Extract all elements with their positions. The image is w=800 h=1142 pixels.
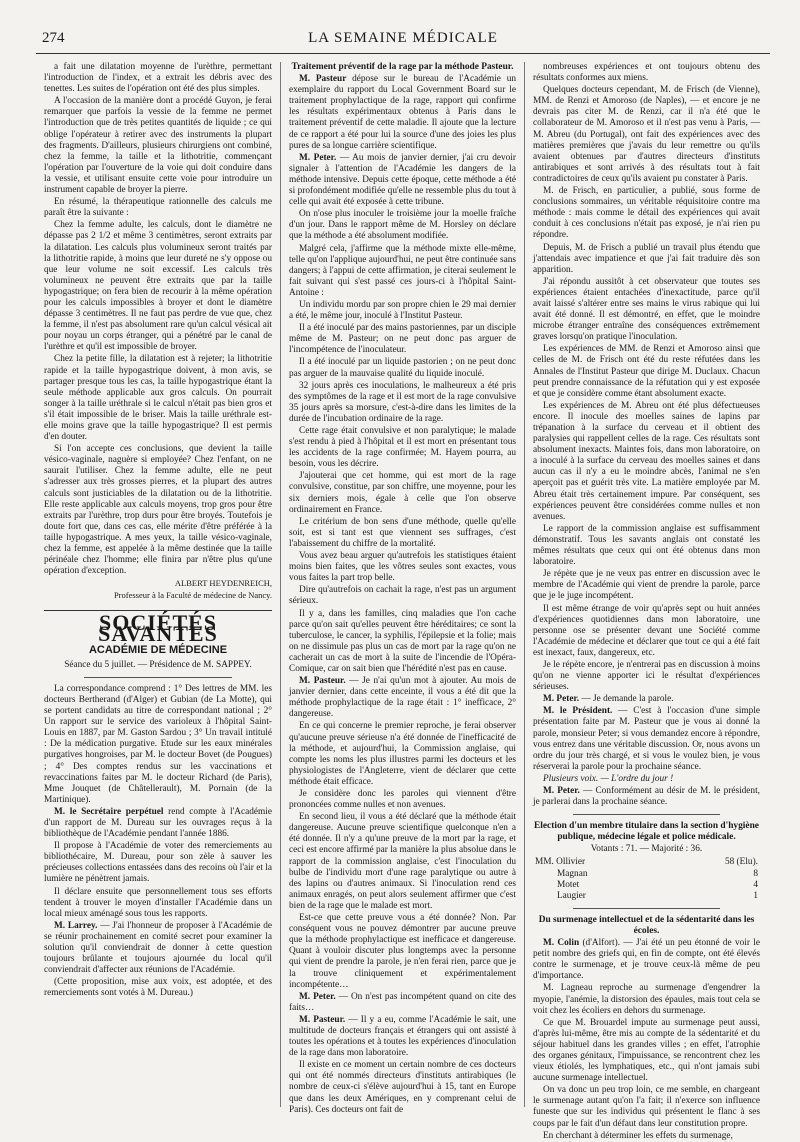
paragraph: Depuis, M. de Frisch a publié un travail plus étendu que j'attendais avec impatience et que j'ai fait traduire dès son apparition.	[533, 242, 760, 275]
seance-line: Séance du 5 juillet. — Présidence de M. SAPPEY.	[64, 659, 252, 670]
divider	[573, 814, 720, 815]
paragraph: J'ai répondu aussitôt à cet observateur que toutes ses expériences étaient entachées d'inexactitude, parce qu'il avait laissé s'altérer entre ses mains le virus rabique qui lui avait été donné. Il est démontré, en effet, que le moindre microbe étranger entraîne des conséquences extrêmement graves lorsqu'on pratique l'inoculation.	[533, 276, 760, 343]
paragraph: 32 jours après ces inoculations, le malheureux a été pris des symptômes de la rage et il est mort de la rage convulsive 35 jours après sa morsure, c'est-à-dire dans les limites de la durée de l'incubation ordinaire de la rage.	[289, 380, 516, 424]
page-number: 274	[42, 30, 65, 46]
author-title: Professeur à la Faculté de médecine de Nancy.	[113, 590, 272, 601]
paragraph: M. Colin (d'Alfort). — J'ai été un peu étonné de voir le petit nombre des griefs qui, en fin de compte, ont été élevés contre le surmenage, et je trouve ceux-là même de peu d'importance.	[533, 938, 761, 982]
paragraph: Il propose à l'Académie de voter des remerciements au bibliothécaire, M. Dureau, pour son zèle à sauver les précieuses collections entassées dans des recoins où l'air et la lumière ne pénètrent jamais.	[44, 841, 272, 885]
paragraph: Est-ce que cette preuve vous a été donnée? Non. Par conséquent vous ne pouvez démontrer par aucune preuve que la méthode prophylactique est inefficace et dangereuse. Quant à vouloir discuter plus longtemps avec la personne qui vient de prendre la parole, je n'en ferai rien, parce que je la trouve cliniquement et expérimentalement incompétente…	[289, 913, 516, 990]
section-title: SOCIÉTÉS SAVANTES	[44, 610, 272, 639]
paragraph: Si l'on accepte ces conclusions, que devient la taille vésico-vaginale, naguère si employée? Chez l'enfant, on ne saurait l'utiliser. Chez la femme adulte, elle ne peut s'adresser aux très grosses pierres, et la plupart des autres calculs sont justiciables de la dilatation ou de la lithotritie. Elle reste applicable aux calculs moyens, trop gros pour être extraits par l'urèthre, trop durs pour être broyés. Toutefois je doute fort que, dans ces cas, elle mérite d'être préférée à la taille hypogastrique. A mes yeux, la taille vésico-vaginale, chez la femme, est appelée à la même destinée que la taille périnéale chez l'homme; elle finira par n'être plus qu'une opération d'exception.	[44, 444, 272, 577]
paragraph: Chez la femme adulte, les calculs, dont le diamètre ne dépasse pas 2 1/2 et même 3 centimètres, seront extraits par la dilatation. Les calculs plus volumineux seront traités par la lithotritie rapide, à moins que leur dureté ne s'y oppose ou que leur volume ne soit excessif. Les calculs très volumineux ne peuvent être extraits que par la taille hypogastrique; on fera bien de recourir à la même opération pour les calculs impossibles à broyer et dont le diamètre dépasse 3 centimètres. Il ne faut pas perdre de vue que, chez la femme, il n'est pas absolument rare qu'un calcul vésical ait pour noyau un corps étranger, qui a pénétré par le canal de l'urèthre et qu'il est impossible de broyer.	[44, 220, 272, 353]
paragraph: La correspondance comprend : 1° Des lettres de MM. les docteurs Bertherand (d'Alger) et Gubian (de La Motte), qui se portent candidats au titre de correspondant national ; 2° Un rapport sur le service des varioleux à l'hôpital Saint-Louis en 1887, par M. Gaston Sardou ; 3° Un travail intitulé : De la médication purgative. Etude sur les eaux minérales purgatives hongroises, par M. le docteur Bovet (de Pougues) ; 4° Des comptes rendus sur les vaccinations et revaccinations faites par M. le docteur Richard (de Paris), Mme Jouquet (de Châtellerault), M. Pornain (de la Martinique).	[44, 683, 272, 805]
speaker-name: M. Pasteur	[299, 74, 347, 85]
paragraph: J'ajouterai que cet homme, qui est mort de la rage convulsive, constitue, par son chiffre, une moyenne, pour les six derniers mois, égale à celle que l'on observe ordinairement en France.	[289, 471, 516, 515]
paragraph: M. le Secrétaire perpétuel rend compte à l'Académie d'un rapport de M. Dureau sur les ouvrages reçus à la bibliothèque de l'Académie pendant l'année 1886.	[44, 806, 272, 840]
paragraph: M. Peter. — On n'est pas incompétent quand on cite des faits…	[289, 991, 516, 1013]
paragraph: Cette rage était convulsive et non paralytique; le malade s'est rendu à pied à l'hôpital et il est mort en présentant tous les accidents de la rage confirmée; M. Hayem pourra, au besoin, vous les décrire.	[289, 426, 516, 470]
subsection-title: ACADÉMIE DE MÉDECINE	[88, 643, 228, 656]
paragraph: Quelques docteurs cependant, M. de Frisch (de Vienne), MM. de Renzi et Amoroso (de Naples), — et encore je ne devrais pas citer M. de Renzi, car il n'a été que le collaborateur de M. Amoroso et il n'est pas venu à Paris, — M. Abreu (du Portugal), ont fait des expériences avec des matières premières que j'avais du leur remettre ou qu'ils avaient obtenues par d'autres directeurs d'instituts antirabiques et sont arrivés à des résultats tout à fait contradictoires de ceux qu'ils avaient pu constater à Paris.	[533, 85, 760, 184]
paragraph: M. Lagneau reproche au surmenage d'engendrer la myopie, l'anémie, la distorsion des épaules, mais tout cela se voit chez les écoliers en dehors du surmenage.	[533, 983, 760, 1016]
paragraph: En cherchant à déterminer les effets du surmenage,	[543, 1130, 733, 1141]
speaker-name: M. Larrey.	[54, 920, 98, 931]
paragraph: a fait une dilatation moyenne de l'urèthre, permettant l'introduction de l'index, et a extrait les débris avec des tenettes. Les suites de l'opération ont été des plus simples.	[44, 62, 272, 95]
paragraph: Vous avez beau arguer qu'autrefois les statistiques étaient moins bien faites, que les vôtres seules sont exactes, vous vous faites la part trop belle.	[289, 551, 516, 584]
surmenage-title: Du surmenage intellectuel et de la sédentarité dans les écoles.	[538, 914, 755, 936]
speaker-name: M. Pasteur.	[299, 676, 346, 687]
paragraph: nombreuses expériences et ont toujours obtenu des résultats conformes aux miens.	[533, 62, 760, 84]
journal-title: LA SEMAINE MÉDICALE	[308, 30, 498, 46]
paragraph: M. Peter. — Au mois de janvier dernier, j'ai cru devoir signaler à l'attention de l'Académie les dangers de la méthode intensive. Depuis cette époque, cette méthode a été si profondément modifiée qu'elle ne ressemble plus du tout à celle qui avait été exposée à cette tribune.	[289, 152, 516, 208]
speaker-name: M. le Président.	[543, 706, 613, 717]
speaker-name: M. Peter.	[543, 786, 580, 796]
table-row: Laugier 1	[557, 890, 758, 901]
paragraph: On va donc un peu trop loin, ce me semble, en chargeant le surmenage autant qu'on l'a fait; il n'exerce son influence funeste que sur les individus qui présentent le flanc à ses coups par le fait d'un défaut dans leur constitution propre.	[533, 1085, 760, 1129]
paragraph: Il existe en ce moment un certain nombre de ces docteurs qui ont été nommés directeurs d'instituts antirabiques (le nombre de ceux-ci s'élève aujourd'hui à 15, tant en Europe que dans les deux Amériques, en y comprenant celui de Paris). Ces docteurs ont fait de	[289, 1060, 516, 1115]
paragraph: Chez la petite fille, la dilatation est à rejeter; la lithotritie rapide et la taille hypogastrique doivent, à mon avis, se partager presque tous les cas, la taille hypogastrique étant la seule méthode applicable aux gros calculs. On pourrait songer à la taille uréthrale si le calcul n'était pas bien gros et s'il était impossible de le briser. Mais la taille uréthrale est-elle moins grave que la taille hypogastrique? Il est permis d'en douter.	[44, 354, 272, 443]
paragraph: A l'occasion de la manière dont a procédé Guyon, je ferai remarquer que parfois la vessie de la femme ne permet l'introduction que de très petites quantités de liquide ; ce qui oblige l'opérateur à retirer avec des instruments la plupart des fragments. D'ailleurs, plusieurs chirurgiens ont combiné, chez la femme, la taille et la lithotritie, commençant l'opération par l'ouverture de la voie qui doit conduire dans la vessie, et utilisant ensuite cette voie pour introduire un instrument capable de broyer la pierre.	[44, 96, 272, 196]
election-title: Election d'un membre titulaire dans la section d'hygiène publique, médecine légale et police médicale.	[534, 821, 759, 843]
paragraph: M. Larrey. — J'ai l'honneur de proposer à l'Académie de se réunir prochainement en comité secret pour examiner la solution qu'il conviendrait de donner à cette question toujours brûlante et toujours ajournée du local qu'il conviendrait d'affecter aux réunions de l'Académie.	[44, 920, 272, 976]
speaker-name: M. Peter.	[543, 694, 580, 705]
paragraph: Les expériences de M. Abreu ont été plus défectueuses encore. Il inocule des moelles saines de lapins par trépanation à la surface du cerveau et il obtient des paralysies qui rappellent celles de la rage. Ces résultats sont absolument inexacts. Maintes fois, dans mon laboratoire, on a inoculé à la surface du cerveau des moelles saines et dans aucun cas il n'y a eu le moindre abcès, l'animal ne s'en aperçoit pas et guérit très vite. La matière employée par M. Abreu était très certainement impure. Par conséquent, ses expériences peuvent être considérées comme nulles et non avenues.	[533, 400, 760, 522]
paragraph: Plusieurs voix. — L'ordre du jour !	[543, 773, 674, 784]
speaker-name: M. le Secrétaire perpétuel	[54, 806, 164, 817]
table-row: Magnan 8	[557, 868, 758, 879]
author-name: ALBERT HEYDENREICH,	[174, 578, 272, 589]
column-2	[280, 62, 524, 1115]
paragraph: Il a été inoculé par un liquide pastorien ; on ne peut donc pas arguer de la mauvaise qualité du liquide inoculé.	[289, 357, 516, 379]
table-row: MM. Ollivier 58 (Elu).	[535, 857, 758, 868]
paragraph: Il déclare ensuite que personnellement tous ses efforts tendent à trouver le moyen d'installer l'Académie dans un local mieux aménagé sous tous les rapports.	[44, 886, 272, 919]
speaker-name: M. Peter.	[299, 152, 337, 163]
divider	[84, 677, 232, 678]
paragraph: En ce qui concerne le premier reproche, je ferai observer qu'aucune preuve sérieuse n'a été donnée de l'inefficacité de la méthode, et aujourd'hui, la Commission anglaise, qui compte les noms les plus illustres parmi les docteurs et les physiologistes de l'Angleterre, vient de déclarer que cette méthode était efficace.	[289, 721, 516, 787]
paragraph: En second lieu, il vous a été déclaré que la méthode était dangereuse. Aucune preuve scientifique quelconque n'en a été donnée. Il n'y a qu'une preuve de la mort par la rage, et ceci est encore affirmé par la manière la plus absolue dans le rapport de la commission anglaise, c'est l'inoculation du bulbe de l'individu mort d'une rage paralytique ou autre à des lapins ou d'autres animaux. Si l'inoculation rend ces animaux enragés, on peut alors seulement affirmer que c'est bien de la rage que le malade est mort.	[289, 812, 516, 911]
paragraph: (Cette proposition, mise aux voix, est adoptée, et des remerciements sont votés à M. Dureau.)	[44, 977, 272, 999]
paragraph: Il y a, dans les familles, cinq maladies que l'on cache parce qu'on sait qu'elles peuvent être héréditaires; ce sont la tuberculose, le cancer, la syphilis, l'épilepsie et la folie; mais on ne dissimule pas plus un cas de mort par la rage qu'on ne cacherait un cas de mort à la suite de l'incendie de l'Opéra-Comique, car on sait bien que l'hérédité n'est pas en cause.	[289, 608, 516, 674]
column-1	[36, 62, 280, 1107]
paragraph: Le rapport de la commission anglaise est suffisamment démonstratif. Tous les savants anglais ont constaté les mêmes résultats que ceux qui ont été obtenus dans mon laboratoire.	[533, 523, 760, 568]
paragraph: M. Pasteur dépose sur le bureau de l'Académie un exemplaire du rapport du Local Government Board sur le traitement prophylactique de la rage, rapport qui confirme les résultats expérimentaux obtenus à Paris dans le traitement préventif de cette maladie. Il ajoute que la lecture de ce rapport a été pour lui la source d'une des joies les plus pures de sa longue carrière scientifique.	[289, 74, 516, 151]
divider	[573, 908, 720, 909]
paragraph: Je considère donc les paroles qui viennent d'être prononcées comme nulles et non avenues.	[289, 789, 516, 811]
paragraph: Malgré cela, j'affirme que la méthode mixte elle-même, telle qu'on l'applique aujourd'hui, ne peut être continuée sans dangers; à l'appui de cette affirmation, je citerai seulement le fait suivant qui s'est passé ces jours-ci à l'hôpital Saint-Antoine :	[289, 243, 516, 298]
paragraph: Les expériences de MM. de Renzi et Amoroso ainsi que celles de M. de Frisch ont été du reste réfutées dans les Annales de l'Institut Pasteur que dirige M. Duclaux. Chacun peut prendre connaissance de la réfutation qui y est exposée et que je considère comme étant absolument exacte.	[533, 344, 760, 399]
paragraph: M. le Président. — C'est à l'occasion d'une simple présentation faite par M. Pasteur que je vous ai donné la parole, monsieur Peter; si vous demandez encore à répondre, vous entrez dans une véritable discussion. Or, nous avons un ordre du jour très chargé, et si vous le voulez bien, je vous réserverai la parole pour la prochaine séance.	[533, 706, 760, 772]
column-3	[524, 62, 768, 1141]
table-row: Motet 4	[557, 879, 758, 890]
paragraph: Je le répète encore, je n'entrerai pas en discussion à moins qu'on ne vienne apporter ici le résultat d'expériences sérieuses.	[533, 659, 760, 693]
paragraph: M. Peter. — Conformément au désir de M. le président, je parlerai dans la prochaine séance.	[533, 786, 760, 808]
paragraph: Il a été inoculé par des mains pastoriennes, par un disciple même de M. Pasteur; on ne peut donc pas arguer de l'incompétence de l'inoculateur.	[289, 323, 516, 356]
speaker-name: M. Pasteur.	[299, 1014, 346, 1025]
vote-results-table	[533, 857, 760, 901]
paragraph: M. Pasteur. — Il y a eu, comme l'Académie le sait, une multitude de docteurs français et étrangers qui ont assisté à toutes les opérations et à toutes les expériences d'inoculation de la rage dans mon laboratoire.	[289, 1014, 517, 1059]
speaker-name: M. Peter.	[299, 991, 336, 1002]
paragraph: Il est même étrange de voir qu'après sept ou huit années d'expériences quotidiennes dans mon laboratoire, une personne ose se présenter devant une Société comme l'Académie de médecine et déclarer que tout ce qui a été fait est inexact, faux, dangereux, etc.	[533, 603, 760, 658]
paragraph: Je répète que je ne veux pas entrer en discussion avec le membre de l'Académie qui vient de prendre la parole, parce que je le juge incompétent.	[533, 569, 760, 602]
speaker-name: M. Colin	[543, 938, 580, 949]
paragraph: Ce que M. Brouardel impute au surmenage peut aussi, d'après lui-même, être mis au compte de la sédentarité et du séjour habituel dans les grandes villes ; en effet, l'atrophie des organes génitaux, l'impuissance, se rencontrent chez les vieux étiolés, les lymphatiques, etc., qui n'ont jamais subi aucune surmenage intellectuel.	[533, 1017, 760, 1084]
paragraph: Dire qu'autrefois on cachait la rage, n'est pas un argument sérieux.	[289, 585, 516, 607]
votants-line: Votants : 71. — Majorité : 36.	[590, 844, 703, 855]
paragraph: M. Pasteur. — Je n'ai qu'un mot à ajouter. Au mois de janvier dernier, dans cette enceinte, il vous a été dit que la méthode prophylactique de la rage était : 1° inefficace, 2° dangereuse.	[289, 676, 517, 720]
columns	[36, 62, 770, 1141]
paragraph: En résumé, la thérapeutique rationnelle des calculs me paraît être la suivante :	[44, 197, 272, 219]
paragraph: Un individu mordu par son propre chien le 29 mai dernier a été, le même jour, inoculé à l'Institut Pasteur.	[289, 299, 516, 322]
paragraph: On n'ose plus inoculer le troisième jour la moelle fraîche d'un jour. Dans le rapport même de M. Horsley on déclare que la méthode a été absolument modifiée.	[289, 209, 516, 242]
paragraph: M. Peter. — Je demande la parole.	[543, 694, 674, 705]
paragraph: Le critérium de bon sens d'une méthode, quelle qu'elle soit, est si tant est que viennent ses suffrages, c'est l'abaissement du chiffre de la mortalité.	[289, 516, 516, 549]
article-title: Traitement préventif de la rage par la méthode Pasteur.	[291, 62, 514, 72]
paragraph: M. de Frisch, en particulier, a publié, sous forme de conclusions sommaires, un véritable réquisitoire contre ma méthode : mais comme le détail des expériences qui avait conduit à ces conclusions n'était pas exposé, je n'ai rien pu répondre.	[533, 186, 760, 241]
page-header	[36, 30, 770, 54]
